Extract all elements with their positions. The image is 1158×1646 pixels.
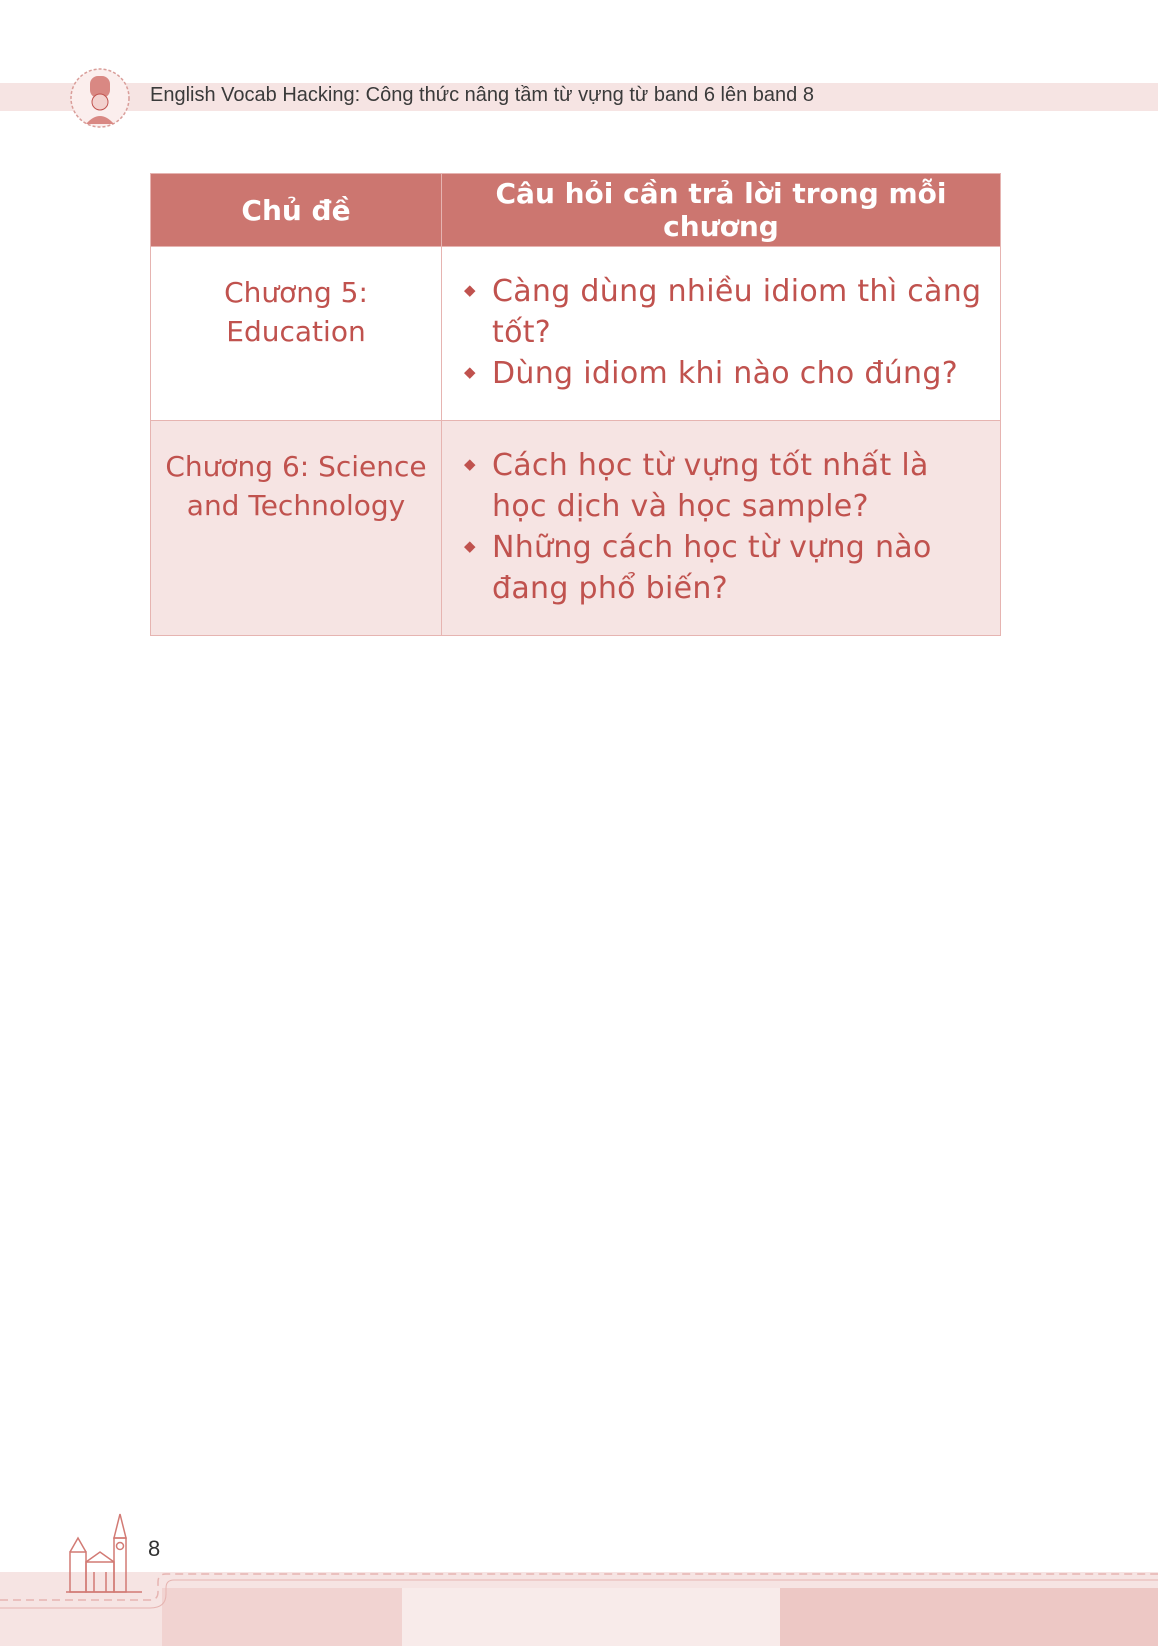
questions-cell — [442, 247, 1001, 421]
question-text: Dùng idiom khi nào cho đúng? — [492, 356, 958, 391]
table-row — [151, 247, 1001, 421]
table-row — [151, 421, 1001, 636]
question-text: Càng dùng nhiều idiom thì càng tốt? — [492, 274, 982, 350]
big-ben-building-icon — [64, 1512, 144, 1594]
diamond-bullet-icon: ◆ — [464, 363, 476, 381]
chapter-topics-table — [150, 173, 1001, 636]
guard-logo-icon — [68, 66, 132, 130]
table-header-row — [151, 174, 1001, 247]
question-item — [462, 527, 984, 609]
topic-line: and Technology — [186, 489, 406, 522]
diamond-bullet-icon: ◆ — [464, 455, 476, 473]
question-item — [462, 445, 984, 527]
topic-line: Chương 5: — [224, 276, 368, 309]
diamond-bullet-icon: ◆ — [464, 537, 476, 555]
column-header-questions: Câu hỏi cần trả lời trong mỗi chương — [442, 174, 1001, 247]
question-list — [462, 271, 984, 394]
diamond-bullet-icon: ◆ — [464, 281, 476, 299]
question-list — [462, 445, 984, 609]
question-item — [462, 271, 984, 353]
question-text: Cách học từ vựng tốt nhất là học dịch và học sample? — [492, 448, 929, 524]
question-item — [462, 353, 984, 394]
questions-cell — [442, 421, 1001, 636]
running-header-title: English Vocab Hacking: Công thức nâng tầm từ vựng từ band 6 lên band 8 — [150, 84, 814, 106]
page-number: 8 — [148, 1536, 161, 1561]
topic-cell — [151, 421, 442, 636]
footer-road-line — [0, 1570, 1158, 1620]
topic-cell — [151, 247, 442, 421]
question-text: Những cách học từ vựng nào đang phổ biến? — [492, 530, 932, 606]
topic-line: Chương 6: Science — [165, 450, 427, 483]
topic-line: Education — [226, 315, 366, 348]
column-header-topic: Chủ đề — [151, 174, 442, 247]
